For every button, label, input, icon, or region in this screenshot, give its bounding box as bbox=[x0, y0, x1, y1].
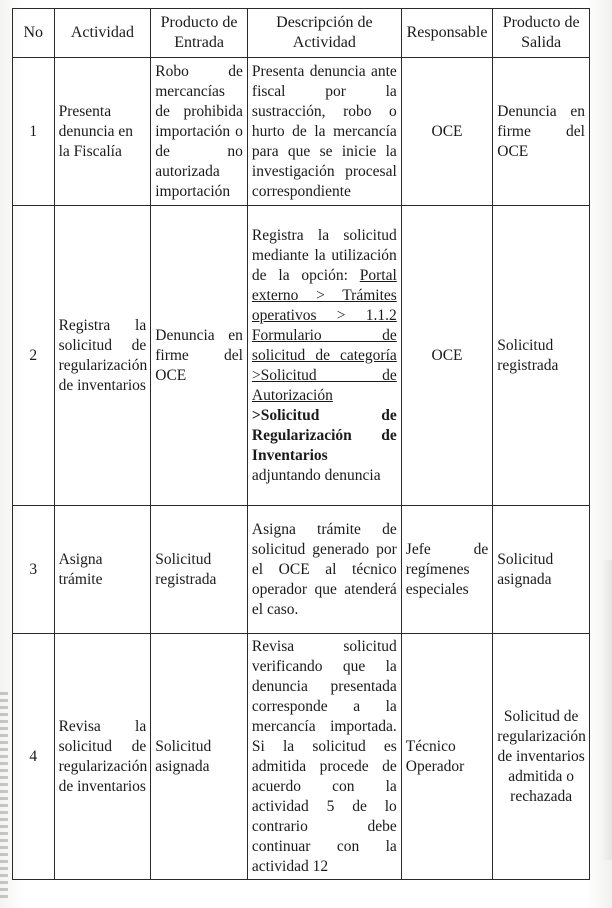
output-product-cell: Denuncia en firme del OCE bbox=[493, 58, 590, 206]
header-responsable: Responsable bbox=[401, 9, 492, 58]
header-no: No bbox=[13, 9, 55, 58]
scan-edge-mark bbox=[0, 692, 8, 902]
responsible-cell: Jefe de regímenes especiales bbox=[401, 506, 492, 634]
table-row bbox=[13, 506, 590, 634]
activity-cell: Asigna trámite bbox=[54, 506, 151, 634]
description-text: Registra la solicitud mediante la utilización de la opción: bbox=[251, 226, 397, 284]
description-cell: Revisa solicitud verificando que la denuncia presentada corresponde a la mercancía importada. Si la solicitud es admitida procede de acuerdo con la actividad 5 de lo contrario debe continuar con la actividad 12 bbox=[247, 634, 401, 880]
procedure-table bbox=[12, 8, 590, 880]
responsible-cell: OCE bbox=[401, 58, 492, 206]
input-product-cell: Solicitud asignada bbox=[151, 634, 248, 880]
description-cell: Presenta denuncia ante fiscal por la sustracción, robo o hurto de la mercancía para que se inicie la investigación procesal correspondiente bbox=[247, 58, 401, 206]
table-row bbox=[13, 58, 590, 206]
header-actividad: Actividad bbox=[54, 9, 151, 58]
activity-cell: Presenta denuncia en la Fiscalía bbox=[54, 58, 151, 206]
row-number: 1 bbox=[13, 58, 55, 206]
table-row bbox=[13, 634, 590, 880]
scan-shadow bbox=[602, 560, 612, 860]
output-product-cell: Solicitud asignada bbox=[493, 506, 590, 634]
header-row bbox=[13, 9, 590, 58]
row-number: 2 bbox=[13, 206, 55, 506]
header-producto-salida: Producto de Salida bbox=[493, 9, 590, 58]
row-number: 4 bbox=[13, 634, 55, 880]
input-product-cell: Solicitud registrada bbox=[151, 506, 248, 634]
activity-cell: Revisa la solicitud de regularización de inventarios bbox=[54, 634, 151, 880]
responsible-cell: OCE bbox=[401, 206, 492, 506]
output-product-cell: Solicitud de regularización de inventarios admitida o rechazada bbox=[493, 634, 590, 880]
input-product-cell: Robo de mercancías de prohibida importación o de no autorizada importación bbox=[151, 58, 248, 206]
header-descripcion: Descripción de Actividad bbox=[247, 9, 401, 58]
header-producto-entrada: Producto de Entrada bbox=[151, 9, 248, 58]
output-product-cell: Solicitud registrada bbox=[493, 206, 590, 506]
description-cell bbox=[247, 206, 401, 506]
input-product-cell: Denuncia en firme del OCE bbox=[151, 206, 248, 506]
description-text-end: adjuntando denuncia bbox=[251, 466, 381, 484]
row-number: 3 bbox=[13, 506, 55, 634]
description-cell: Asigna trámite de solicitud generado por el OCE al técnico operador que atenderá el caso. bbox=[247, 506, 401, 634]
table-row bbox=[13, 206, 590, 506]
portal-path-link: Portal externo > Trámites operativos > 1.1.2 Formulario de solicitud de categoría >Solicitud de Autorización bbox=[251, 266, 397, 404]
responsible-cell: Técnico Operador bbox=[401, 634, 492, 880]
form-name-bold: >Solicitud de Regularización de Inventarios bbox=[251, 406, 397, 464]
activity-cell: Registra la solicitud de regularización de inventarios bbox=[54, 206, 151, 506]
